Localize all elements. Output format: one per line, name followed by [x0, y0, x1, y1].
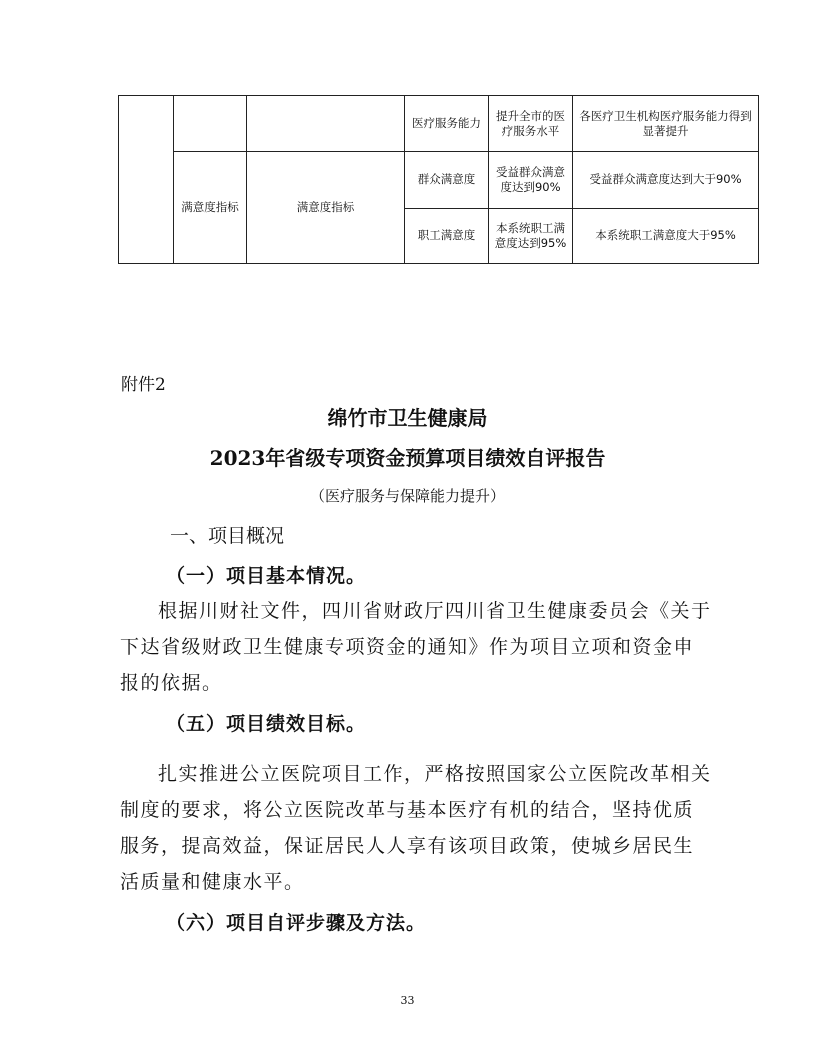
attachment-label: 附件2	[121, 375, 166, 395]
document-title-line2: 2023年省级专项资金预算项目绩效自评报告	[209, 446, 606, 470]
performance-indicator-table	[118, 95, 759, 264]
table-cell: 本系统职工满意度大于95%	[573, 208, 759, 263]
section-heading: 一、项目概况	[170, 525, 285, 547]
table-cell: 受益群众满意度达到大于90%	[573, 152, 759, 208]
table-row	[119, 152, 759, 208]
subsection-heading: （六）项目自评步骤及方法。	[166, 912, 427, 934]
table-cell: 受益群众满意度达到90%	[489, 152, 573, 208]
subsection-heading: （五）项目绩效目标。	[166, 713, 367, 735]
table-cell-empty	[119, 96, 174, 264]
table-cell-empty	[174, 96, 247, 152]
subsection-heading: （一）项目基本情况。	[166, 565, 367, 587]
table-row	[119, 96, 759, 152]
table-cell: 各医疗卫生机构医疗服务能力得到显著提升	[573, 96, 759, 152]
paragraph: 根据川财社文件，四川省财政厅四川省卫生健康委员会《关于下达省级财政卫生健康专项资金的通知》作为项目立项和资金申报的依据。	[120, 600, 712, 694]
table-cell: 群众满意度	[405, 152, 489, 208]
table-cell: 医疗服务能力	[405, 96, 489, 152]
document-title: 绵竹市卫生健康局	[327, 406, 488, 430]
table-cell: 满意度指标	[174, 152, 247, 264]
document-subtitle: （医疗服务与保障能力提升）	[309, 487, 505, 505]
table-cell: 提升全市的医疗服务水平	[489, 96, 573, 152]
table-cell-empty	[247, 96, 405, 152]
page-number: 33	[400, 994, 415, 1007]
table-cell: 职工满意度	[405, 208, 489, 263]
paragraph: 扎实推进公立医院项目工作，严格按照国家公立医院改革相关制度的要求，将公立医院改革与基本医疗有机的结合，坚持优质服务，提高效益，保证居民人人享有该项目政策，使城乡居民生活质量和健康水平。	[120, 763, 712, 893]
table-cell: 本系统职工满意度达到95%	[489, 208, 573, 263]
table-cell: 满意度指标	[247, 152, 405, 264]
